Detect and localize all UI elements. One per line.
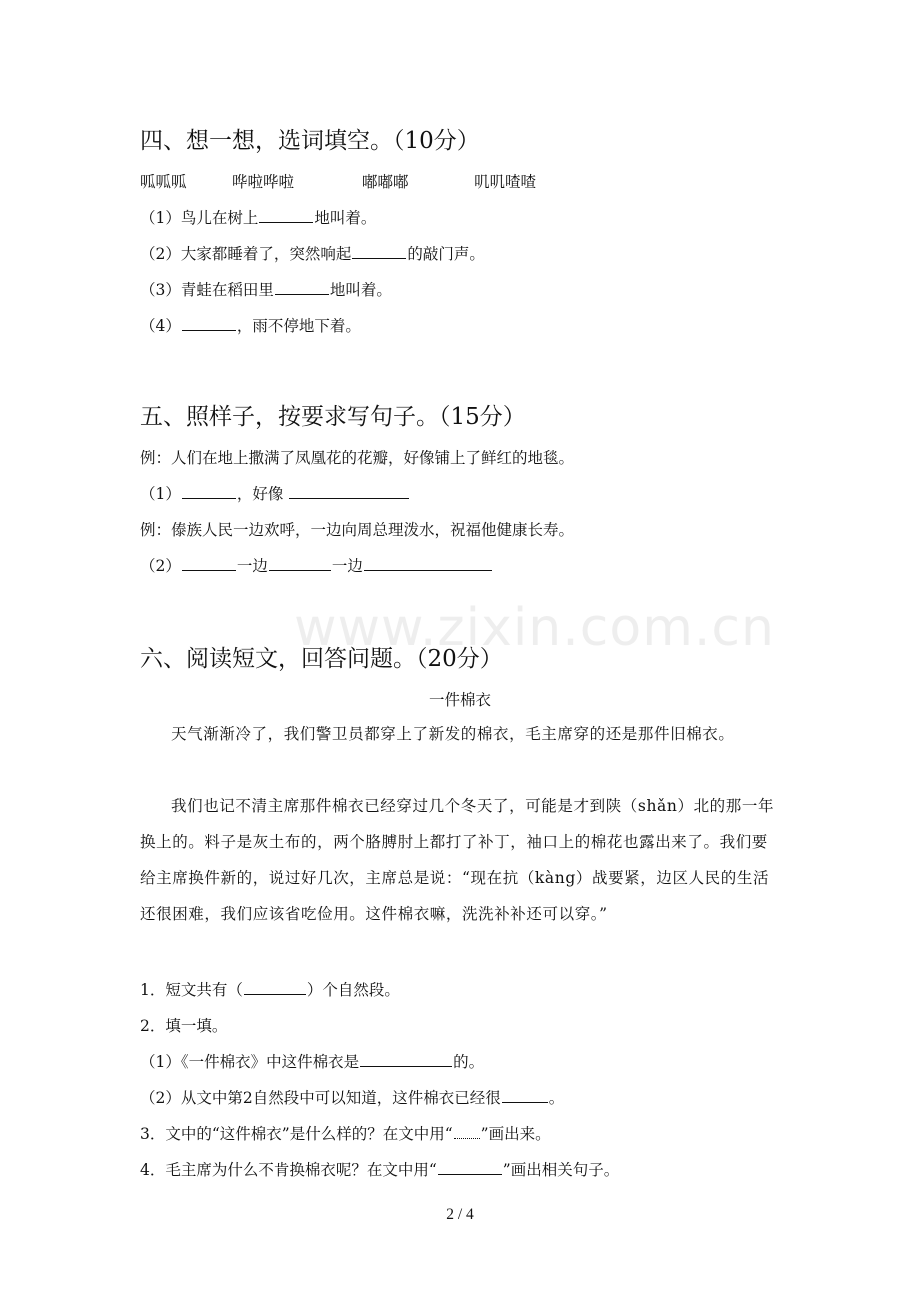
rewrite-item-2-mid1: 一边 <box>236 557 268 575</box>
question-2a-pre: （1）《一件棉衣》中这件棉衣是 <box>140 1053 360 1071</box>
fill-item-3-pre: （3）青蛙在稻田里 <box>140 281 274 299</box>
watermark: www.zixin.com.cn <box>294 598 775 658</box>
question-3-pre: 3．文中的“这件棉衣”是什么样的？在文中用“ <box>140 1125 453 1143</box>
question-2: 2．填一填。 <box>140 1017 228 1035</box>
fill-item-2-post: 的敲门声。 <box>407 245 485 263</box>
question-2a <box>140 1050 484 1072</box>
answer-blank[interactable] <box>360 1065 452 1067</box>
fill-item-2-pre: （2）大家都睡着了，突然响起 <box>140 245 352 263</box>
question-3 <box>140 1122 551 1144</box>
answer-blank[interactable] <box>182 497 236 499</box>
word-option-4: 叽叽喳喳 <box>474 173 537 191</box>
answer-blank[interactable] <box>269 569 331 571</box>
question-4-pre: 4．毛主席为什么不肯换棉衣呢？在文中用“ <box>140 1161 437 1179</box>
fill-item-1 <box>140 206 376 228</box>
fill-item-4 <box>140 314 361 336</box>
passage-paragraph-1: 天气渐渐冷了，我们警卫员都穿上了新发的棉衣，毛主席穿的还是那件旧棉衣。 <box>171 725 735 743</box>
answer-blank[interactable] <box>182 569 236 571</box>
straight-line-icon <box>438 1173 502 1175</box>
fill-item-3 <box>140 278 392 300</box>
wavy-line-icon <box>454 1138 480 1139</box>
section-5-title: 五、照样子，按要求写句子。（15分） <box>140 404 526 430</box>
example-sentence-2: 例：傣族人民一边欢呼，一边向周总理泼水，祝福他健康长寿。 <box>140 521 575 539</box>
rewrite-item-1-pre: （1） <box>140 485 181 503</box>
question-4 <box>140 1158 619 1180</box>
answer-blank[interactable] <box>502 1101 548 1103</box>
question-4-post: ”画出相关句子。 <box>502 1161 620 1179</box>
rewrite-item-2 <box>140 554 493 576</box>
question-2b-pre: （2）从文中第2自然段中可以知道，这件棉衣已经很 <box>140 1089 501 1107</box>
passage-paragraph-2: 我们也记不清主席那件棉衣已经穿过几个冬天了，可能是才到陕（shǎn）北的那一年换上的。料子是灰土布的，两个胳膊肘上都打了补丁，袖口上的棉花也露出来了。我们要给主席换件新的，说过好几次，主席总是说：“现在抗（kàng）战要紧，边区人民的生活还很困难，我们应该省吃俭用。这件棉衣嘛，洗洗补补还可以穿。” <box>140 797 775 923</box>
rewrite-item-1 <box>140 482 410 504</box>
answer-blank[interactable] <box>244 993 306 995</box>
question-2a-post: 的。 <box>453 1053 485 1071</box>
example-sentence-1: 例：人们在地上撒满了凤凰花的花瓣，好像铺上了鲜红的地毯。 <box>140 449 575 467</box>
question-3-post: ”画出来。 <box>480 1125 551 1143</box>
page-number: 2 / 4 <box>446 1206 474 1223</box>
rewrite-item-1-mid: ，好像 <box>236 485 284 503</box>
section-4-title: 四、想一想，选词填空。（10分） <box>140 128 480 154</box>
section-6-title: 六、阅读短文，回答问题。（20分） <box>140 646 503 672</box>
answer-blank[interactable] <box>182 329 236 331</box>
question-2b-post: 。 <box>548 1089 565 1107</box>
rewrite-item-2-mid2: 一边 <box>331 557 363 575</box>
fill-item-1-pre: （1）鸟儿在树上 <box>140 209 259 227</box>
fill-item-3-post: 地叫着。 <box>329 281 392 299</box>
question-2b <box>140 1086 564 1108</box>
answer-blank[interactable] <box>259 221 313 223</box>
word-option-1: 呱呱呱 <box>140 173 187 191</box>
word-option-2: 哗啦哗啦 <box>232 173 295 191</box>
fill-item-4-pre: （4） <box>140 317 181 335</box>
fill-item-4-post: ，雨不停地下着。 <box>236 317 361 335</box>
question-1 <box>140 978 400 1000</box>
answer-blank[interactable] <box>275 293 329 295</box>
answer-blank[interactable] <box>352 257 406 259</box>
passage-title: 一件棉衣 <box>428 691 491 709</box>
rewrite-item-2-pre: （2） <box>140 557 181 575</box>
word-option-3: 嘟嘟嘟 <box>362 173 409 191</box>
answer-blank[interactable] <box>289 497 409 499</box>
fill-item-1-post: 地叫着。 <box>314 209 377 227</box>
question-1-pre: 1．短文共有（ <box>140 981 243 999</box>
answer-blank[interactable] <box>364 569 492 571</box>
question-1-post: ）个自然段。 <box>306 981 400 999</box>
fill-item-2 <box>140 242 485 264</box>
